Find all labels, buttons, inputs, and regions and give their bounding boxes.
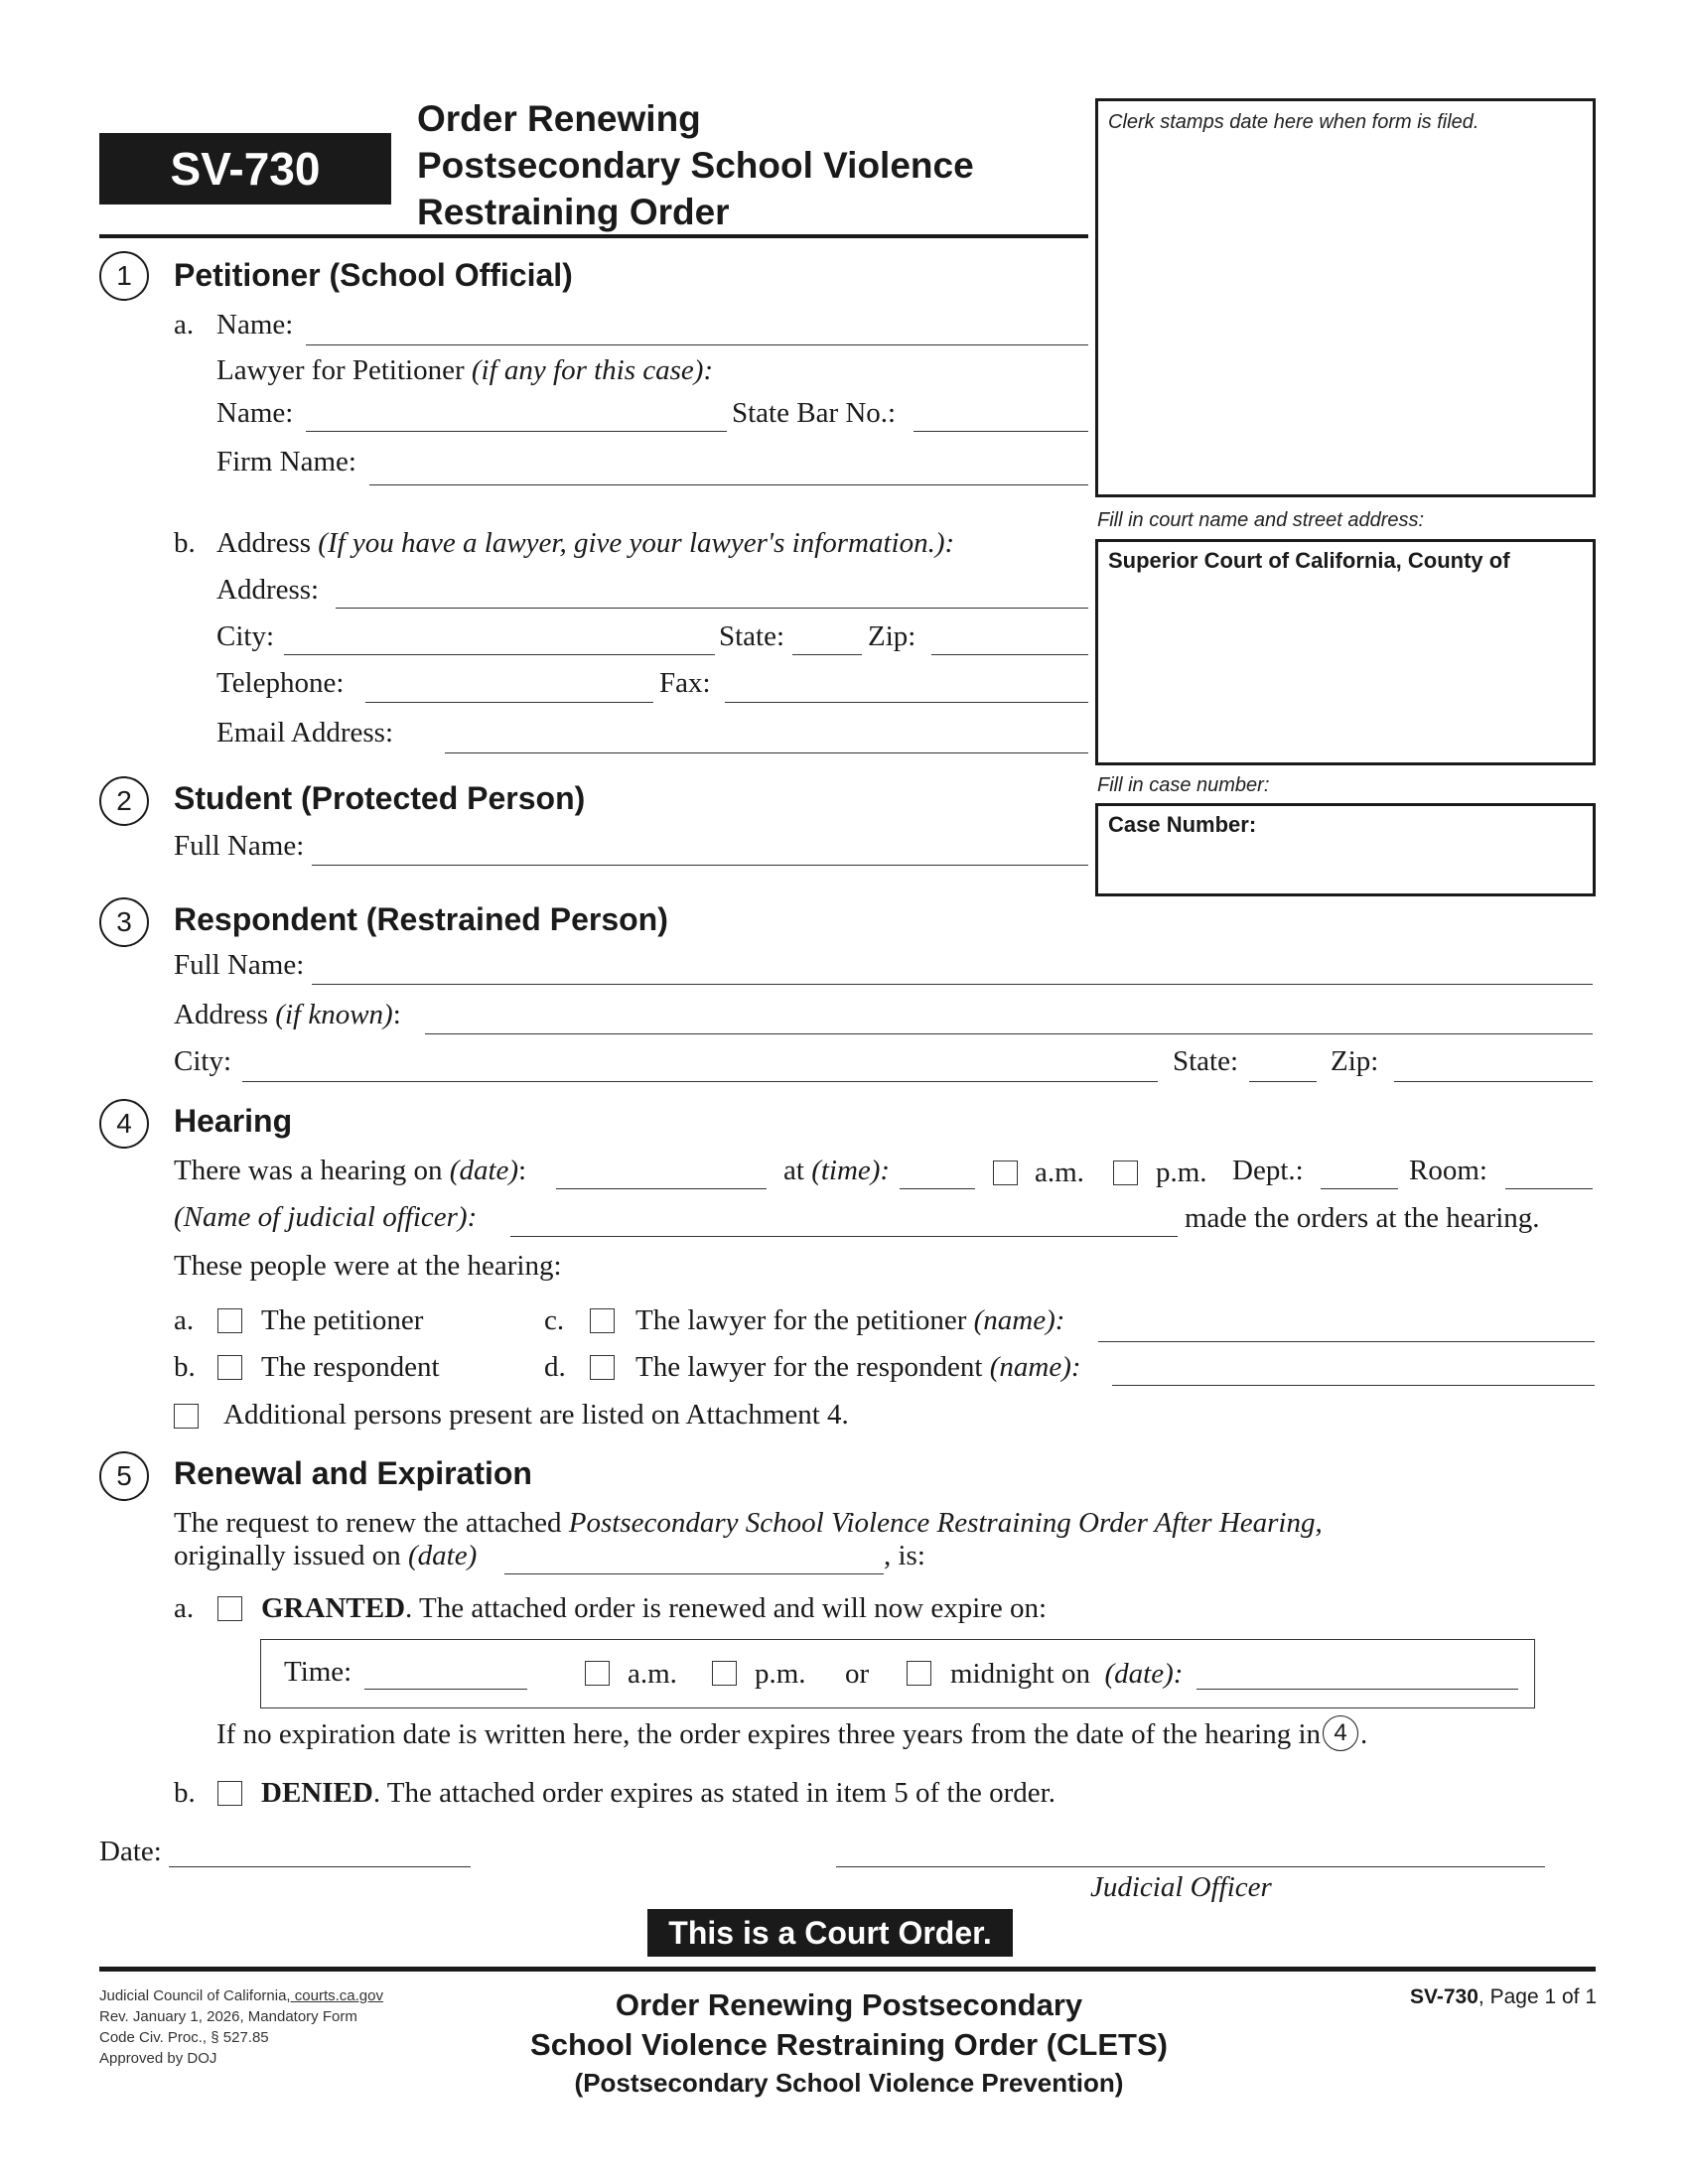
court-address-note: Fill in court name and street address: bbox=[1097, 509, 1425, 531]
respondent-lawyer-name-field[interactable] bbox=[1112, 1385, 1595, 1386]
hearing-time-field[interactable] bbox=[900, 1188, 975, 1189]
respondent-present-label: The respondent bbox=[261, 1351, 440, 1383]
people-present-text: These people were at the hearing: bbox=[174, 1250, 562, 1282]
denied-checkbox[interactable] bbox=[217, 1781, 242, 1806]
is-text: , is: bbox=[884, 1540, 925, 1571]
item-5-number: 5 bbox=[99, 1451, 149, 1501]
fax-label: Fax: bbox=[659, 667, 711, 699]
judicial-officer-label: Judicial Officer bbox=[1090, 1871, 1272, 1903]
firm-name-label: Firm Name: bbox=[216, 446, 356, 478]
dept-field[interactable] bbox=[1321, 1188, 1398, 1189]
footer-rev: Rev. January 1, 2026, Mandatory Form bbox=[99, 2008, 357, 2025]
item-1-number: 1 bbox=[99, 251, 149, 301]
respondent-zip-label: Zip: bbox=[1331, 1045, 1379, 1077]
item-4-heading: Hearing bbox=[174, 1103, 293, 1139]
hearing-am-label: a.m. bbox=[1035, 1157, 1084, 1188]
firm-name-field[interactable] bbox=[369, 484, 1088, 485]
address-heading bbox=[216, 529, 954, 558]
date-label: Date: bbox=[99, 1836, 162, 1867]
dept-label: Dept.: bbox=[1232, 1155, 1304, 1186]
city-field[interactable] bbox=[284, 654, 715, 655]
respondent-lawyer-text: The lawyer for the respondent bbox=[635, 1351, 983, 1383]
granted-label bbox=[261, 1594, 1047, 1623]
respondent-name-field[interactable] bbox=[312, 984, 1593, 985]
fax-field[interactable] bbox=[725, 702, 1088, 703]
state-bar-field[interactable] bbox=[914, 431, 1088, 432]
address-field[interactable] bbox=[336, 608, 1088, 609]
petitioner-name-field[interactable] bbox=[306, 344, 1088, 345]
respondent-state-label: State: bbox=[1173, 1045, 1239, 1077]
case-number-label: Case Number: bbox=[1108, 812, 1257, 837]
exp-midnight-label bbox=[950, 1660, 1183, 1689]
respondent-present-checkbox[interactable] bbox=[217, 1355, 242, 1380]
judicial-officer-field[interactable] bbox=[510, 1236, 1178, 1237]
renew-intro bbox=[174, 1509, 1323, 1538]
petitioner-lawyer-hint: (name): bbox=[973, 1304, 1065, 1336]
item-1-heading: Petitioner (School Official) bbox=[174, 257, 573, 293]
denied-bold: DENIED bbox=[261, 1777, 373, 1809]
respondent-state-field[interactable] bbox=[1249, 1081, 1317, 1082]
footer-page-text: , Page 1 of 1 bbox=[1477, 1985, 1597, 2008]
footer-title-line-3: (Postsecondary School Violence Prevention) bbox=[574, 2068, 1124, 2098]
respondent-lawyer-checkbox[interactable] bbox=[590, 1355, 615, 1380]
exp-time-field[interactable] bbox=[364, 1689, 527, 1690]
state-field[interactable] bbox=[792, 654, 862, 655]
denied-text: . The attached order expires as stated in item 5 of the order. bbox=[372, 1777, 1055, 1809]
item-2-heading: Student (Protected Person) bbox=[174, 780, 586, 816]
exp-am-checkbox[interactable] bbox=[585, 1661, 610, 1686]
header-rule bbox=[99, 234, 1088, 238]
additional-persons-text: Additional persons present are listed on Attachment 4. bbox=[223, 1399, 849, 1431]
hearing-pm-label: p.m. bbox=[1156, 1157, 1207, 1188]
student-name-field[interactable] bbox=[312, 865, 1088, 866]
exp-time-label: Time: bbox=[284, 1656, 352, 1688]
footer-title-line-1: Order Renewing Postsecondary bbox=[615, 1987, 1083, 2022]
footer-form-number: SV-730 bbox=[1410, 1985, 1478, 2008]
judicial-officer-signature-line[interactable] bbox=[836, 1866, 1545, 1867]
footer-rule bbox=[99, 1967, 1596, 1972]
item-4d-letter: d. bbox=[544, 1351, 566, 1383]
city-label: City: bbox=[216, 620, 275, 652]
item-3-number: 3 bbox=[99, 897, 149, 947]
granted-checkbox[interactable] bbox=[217, 1596, 242, 1621]
email-label: Email Address: bbox=[216, 717, 394, 749]
hearing-date-field[interactable] bbox=[556, 1188, 767, 1189]
item-2-number: 2 bbox=[99, 776, 149, 826]
item-1a-letter: a. bbox=[174, 309, 195, 341]
no-date-text bbox=[216, 1720, 1367, 1751]
state-bar-label: State Bar No.: bbox=[732, 397, 897, 429]
hearing-time-label bbox=[783, 1157, 890, 1185]
footer-code: Code Civ. Proc., § 527.85 bbox=[99, 2029, 269, 2046]
item-4-reference: 4 bbox=[1323, 1715, 1358, 1751]
footer-council bbox=[99, 1985, 383, 2006]
lawyer-name-label: Name: bbox=[216, 397, 294, 429]
petitioner-lawyer-text: The lawyer for the petitioner bbox=[635, 1304, 967, 1336]
email-field[interactable] bbox=[445, 752, 1088, 753]
lawyer-hint: (if any for this case): bbox=[471, 354, 714, 386]
footer-approved: Approved by DOJ bbox=[99, 2050, 217, 2067]
petitioner-name-label: Name: bbox=[216, 309, 294, 341]
item-5b-letter: b. bbox=[174, 1777, 196, 1809]
no-date-period: . bbox=[1360, 1718, 1368, 1750]
originally-date-hint: (date) bbox=[408, 1540, 478, 1571]
petitioner-lawyer-checkbox[interactable] bbox=[590, 1308, 615, 1333]
address-label: Address: bbox=[216, 574, 320, 606]
date-field[interactable] bbox=[169, 1866, 471, 1867]
zip-field[interactable] bbox=[931, 654, 1088, 655]
expiration-box bbox=[260, 1639, 1535, 1708]
form-title bbox=[417, 95, 974, 235]
title-line-3: Restraining Order bbox=[417, 192, 730, 232]
council-text: Judicial Council of California, bbox=[99, 1987, 291, 2004]
hearing-text: There was a hearing on bbox=[174, 1155, 443, 1186]
at-text: at bbox=[783, 1155, 804, 1186]
denied-label bbox=[261, 1779, 1055, 1808]
respondent-address-hint: (if known) bbox=[275, 999, 393, 1030]
no-date-sentence: If no expiration date is written here, the order expires three years from the date of the hearing in bbox=[216, 1718, 1322, 1750]
renew-intro-text: The request to renew the attached bbox=[174, 1507, 562, 1539]
exp-pm-checkbox[interactable] bbox=[712, 1661, 737, 1686]
exp-midnight-checkbox[interactable] bbox=[907, 1661, 931, 1686]
court-address-box[interactable] bbox=[1095, 539, 1596, 765]
footer-page bbox=[1410, 1985, 1597, 2009]
hearing-colon: : bbox=[518, 1155, 527, 1186]
footer-title-line-2: School Violence Restraining Order (CLETS) bbox=[530, 2027, 1168, 2062]
respondent-city-label: City: bbox=[174, 1045, 232, 1077]
granted-text: . The attached order is renewed and will now expire on: bbox=[405, 1592, 1048, 1624]
item-1b-letter: b. bbox=[174, 527, 196, 559]
hearing-am-checkbox[interactable] bbox=[993, 1160, 1018, 1185]
respondent-address-colon: : bbox=[392, 999, 401, 1030]
hearing-date-label bbox=[174, 1157, 526, 1185]
midnight-text: midnight on bbox=[950, 1658, 1090, 1690]
item-4c-letter: c. bbox=[544, 1304, 565, 1336]
exp-date-field[interactable] bbox=[1196, 1689, 1518, 1690]
respondent-address-text: Address bbox=[174, 999, 269, 1030]
originally-issued-date-field[interactable] bbox=[504, 1573, 884, 1574]
zip-label: Zip: bbox=[868, 620, 916, 652]
petitioner-lawyer-label bbox=[635, 1306, 1064, 1335]
originally-text: originally issued on bbox=[174, 1540, 401, 1571]
item-4b-letter: b. bbox=[174, 1351, 196, 1383]
hearing-time-hint: (time): bbox=[811, 1155, 891, 1186]
respondent-lawyer-hint: (name): bbox=[989, 1351, 1081, 1383]
courts-website-link[interactable]: courts.ca.gov bbox=[290, 1987, 383, 2004]
petitioner-lawyer-name-field[interactable] bbox=[1098, 1341, 1595, 1342]
item-5a-letter: a. bbox=[174, 1592, 195, 1624]
telephone-field[interactable] bbox=[365, 702, 653, 703]
address-heading-text: Address bbox=[216, 527, 312, 559]
room-field[interactable] bbox=[1505, 1188, 1593, 1189]
court-label: Superior Court of California, County of bbox=[1108, 548, 1510, 573]
form-number: SV-730 bbox=[99, 133, 391, 205]
clerk-stamp-note: Clerk stamps date here when form is filed. bbox=[1108, 111, 1479, 133]
respondent-address-label bbox=[174, 1001, 401, 1029]
made-orders-text: made the orders at the hearing. bbox=[1185, 1202, 1540, 1234]
exp-am-label: a.m. bbox=[628, 1658, 677, 1690]
lawyer-label bbox=[216, 356, 713, 385]
hearing-date-hint: (date) bbox=[449, 1155, 519, 1186]
item-5-heading: Renewal and Expiration bbox=[174, 1455, 532, 1491]
granted-bold: GRANTED bbox=[261, 1592, 406, 1624]
judicial-officer-hint: (Name of judicial officer): bbox=[174, 1201, 478, 1233]
court-order-banner: This is a Court Order. bbox=[647, 1909, 1013, 1957]
clerk-stamp-box[interactable] bbox=[1095, 98, 1596, 497]
respondent-lawyer-label bbox=[635, 1353, 1081, 1382]
state-label: State: bbox=[719, 620, 785, 652]
respondent-city-field[interactable] bbox=[242, 1081, 1158, 1082]
case-number-note: Fill in case number: bbox=[1097, 774, 1270, 796]
footer-title bbox=[417, 1985, 1281, 2101]
lawyer-label-text: Lawyer for Petitioner bbox=[216, 354, 465, 386]
title-line-1: Order Renewing bbox=[417, 98, 701, 139]
respondent-name-label: Full Name: bbox=[174, 949, 305, 981]
room-label: Room: bbox=[1409, 1155, 1487, 1186]
item-4-number: 4 bbox=[99, 1099, 149, 1149]
additional-persons-checkbox[interactable] bbox=[174, 1404, 199, 1429]
case-number-box[interactable] bbox=[1095, 803, 1596, 896]
title-line-2: Postsecondary School Violence bbox=[417, 145, 974, 186]
respondent-zip-field[interactable] bbox=[1394, 1081, 1593, 1082]
address-hint: (If you have a lawyer, give your lawyer's information.): bbox=[318, 527, 955, 559]
renew-intro-form: Postsecondary School Violence Restraining Order After Hearing, bbox=[568, 1507, 1323, 1539]
lawyer-name-field[interactable] bbox=[306, 431, 727, 432]
petitioner-present-checkbox[interactable] bbox=[217, 1308, 242, 1333]
exp-or-text: or bbox=[845, 1658, 870, 1690]
telephone-label: Telephone: bbox=[216, 667, 345, 699]
hearing-pm-checkbox[interactable] bbox=[1113, 1160, 1138, 1185]
respondent-address-field[interactable] bbox=[425, 1033, 1593, 1034]
footer-left bbox=[99, 1985, 383, 2069]
item-3-heading: Respondent (Restrained Person) bbox=[174, 901, 668, 937]
student-name-label: Full Name: bbox=[174, 830, 305, 862]
originally-issued-label bbox=[174, 1542, 477, 1570]
petitioner-present-label: The petitioner bbox=[261, 1304, 424, 1336]
item-4a-letter: a. bbox=[174, 1304, 195, 1336]
exp-pm-label: p.m. bbox=[755, 1658, 806, 1690]
exp-date-hint: (date): bbox=[1104, 1658, 1184, 1690]
